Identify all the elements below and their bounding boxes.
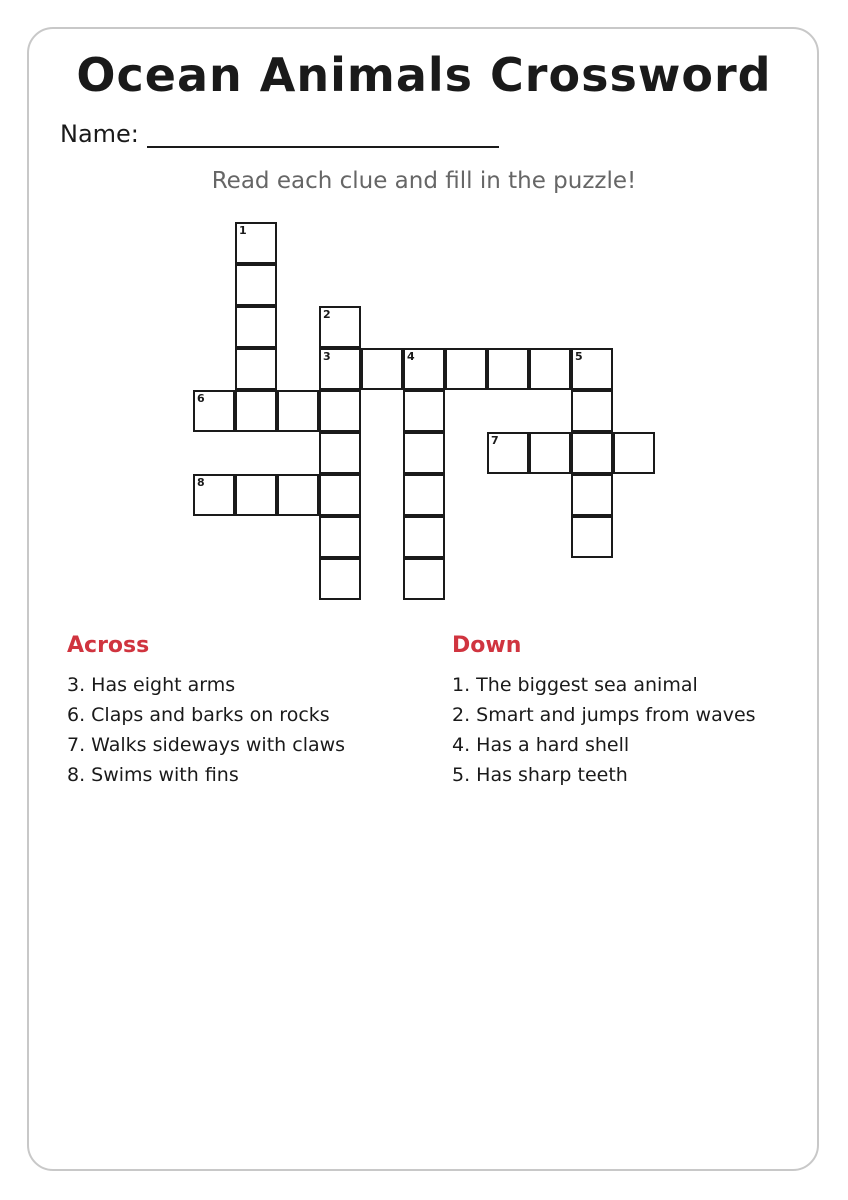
down-clue: 1. The biggest sea animal <box>452 674 698 696</box>
clue-number: 3 <box>323 350 331 363</box>
down-clues-section <box>452 630 756 790</box>
crossword-cell[interactable] <box>613 432 655 474</box>
crossword-cell[interactable] <box>571 348 613 390</box>
across-clue-list <box>67 670 345 790</box>
down-clue: 5. Has sharp teeth <box>452 764 628 786</box>
crossword-cell[interactable] <box>571 390 613 432</box>
down-clue: 4. Has a hard shell <box>452 734 630 756</box>
crossword-cell[interactable] <box>529 348 571 390</box>
crossword-cell[interactable] <box>319 306 361 348</box>
down-heading: Down <box>452 633 522 658</box>
crossword-cell[interactable] <box>487 432 529 474</box>
crossword-cell[interactable] <box>235 264 277 306</box>
crossword-cell[interactable] <box>403 558 445 600</box>
page-title: Ocean Animals Crossword <box>76 48 772 102</box>
crossword-cell[interactable] <box>403 390 445 432</box>
crossword-cell[interactable] <box>319 474 361 516</box>
clue-number: 2 <box>323 308 331 321</box>
across-clues-section <box>67 630 345 790</box>
crossword-cell[interactable] <box>235 390 277 432</box>
crossword-cell[interactable] <box>487 348 529 390</box>
crossword-cell[interactable] <box>235 222 277 264</box>
across-heading: Across <box>67 633 150 658</box>
instructions: Read each clue and fill in the puzzle! <box>211 168 637 194</box>
crossword-cell[interactable] <box>403 348 445 390</box>
crossword-cell[interactable] <box>361 348 403 390</box>
down-clue-list <box>452 670 756 790</box>
across-clue: 3. Has eight arms <box>67 674 236 696</box>
crossword-cell[interactable] <box>571 516 613 558</box>
crossword-cell[interactable] <box>277 390 319 432</box>
clue-number: 5 <box>575 350 583 363</box>
crossword-cell[interactable] <box>571 432 613 474</box>
clue-number: 7 <box>491 434 499 447</box>
crossword-cell[interactable] <box>403 432 445 474</box>
crossword-cell[interactable] <box>319 390 361 432</box>
crossword-cell[interactable] <box>193 390 235 432</box>
crossword-cell[interactable] <box>235 348 277 390</box>
crossword-cell[interactable] <box>319 348 361 390</box>
down-clue: 2. Smart and jumps from waves <box>452 704 756 726</box>
across-clue: 7. Walks sideways with claws <box>67 734 346 756</box>
crossword-cell[interactable] <box>235 306 277 348</box>
crossword-cell[interactable] <box>193 474 235 516</box>
crossword-cell[interactable] <box>403 474 445 516</box>
crossword-cell[interactable] <box>571 474 613 516</box>
crossword-cell[interactable] <box>403 516 445 558</box>
clue-number: 8 <box>197 476 205 489</box>
crossword-cell[interactable] <box>319 558 361 600</box>
crossword-cell[interactable] <box>445 348 487 390</box>
crossword-cell[interactable] <box>235 474 277 516</box>
across-clue: 8. Swims with fins <box>67 764 239 786</box>
clue-number: 4 <box>407 350 415 363</box>
clue-number: 6 <box>197 392 205 405</box>
clue-number: 1 <box>239 224 247 237</box>
crossword-cell[interactable] <box>319 516 361 558</box>
crossword-cell[interactable] <box>319 432 361 474</box>
crossword-cell[interactable] <box>529 432 571 474</box>
name-label: Name: <box>60 120 139 148</box>
crossword-cell[interactable] <box>277 474 319 516</box>
across-clue: 6. Claps and barks on rocks <box>67 704 330 726</box>
